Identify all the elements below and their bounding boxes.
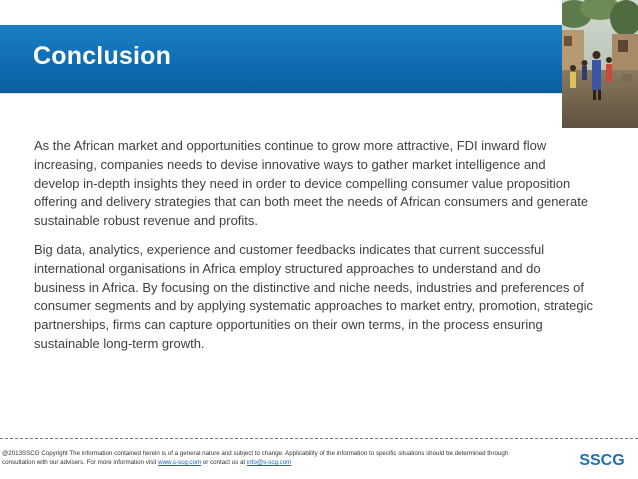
paragraph-big-data: Big data, analytics, experience and customer feedbacks indicates that current successful international organisations in Africa employ structured approaches to understand and do business in Africa. By focusing on the distinctive and niche needs, industries and preferences of consumer segments and by applying systematic approaches to market entry, promotion, strategic partnerships, firms can capture opportunities on their own terms, in the process ensuring sustainable long-term growth. <box>34 241 594 351</box>
footer-copyright <box>2 449 522 467</box>
street-scene-photo-icon <box>562 0 638 128</box>
sscg-logo-icon <box>579 448 625 470</box>
slide-body <box>34 137 594 364</box>
email-link[interactable]: info@s-scg.com <box>246 459 292 466</box>
copyright-text: @2013SSCG Copyright The information contained herein is of a general nature and subject to change. Applicability of the information to specific situations should be determined through consultation with our advisers. For more information visit <box>2 450 509 466</box>
header-photo <box>562 0 638 128</box>
footer-divider <box>0 438 638 439</box>
slide-title: Conclusion <box>33 42 172 70</box>
sscg-logo <box>579 448 625 470</box>
logo-text: SSCG <box>579 452 625 469</box>
website-link[interactable]: www.s-scg.com <box>158 459 202 466</box>
paragraph-market-outlook: As the African market and opportunities continue to grow more attractive, FDI inward flow increasing, companies needs to devise innovative ways to gather market intelligence and develop in-depth insights they need in order to device compelling consumer value proposition offering and delivery strategies that can both meet the needs of African consumers and generate sustainable robust revenue and profits. <box>34 138 589 229</box>
header-divider <box>0 93 562 94</box>
contact-text: or contact us at <box>201 459 247 466</box>
title-bar <box>0 25 562 93</box>
